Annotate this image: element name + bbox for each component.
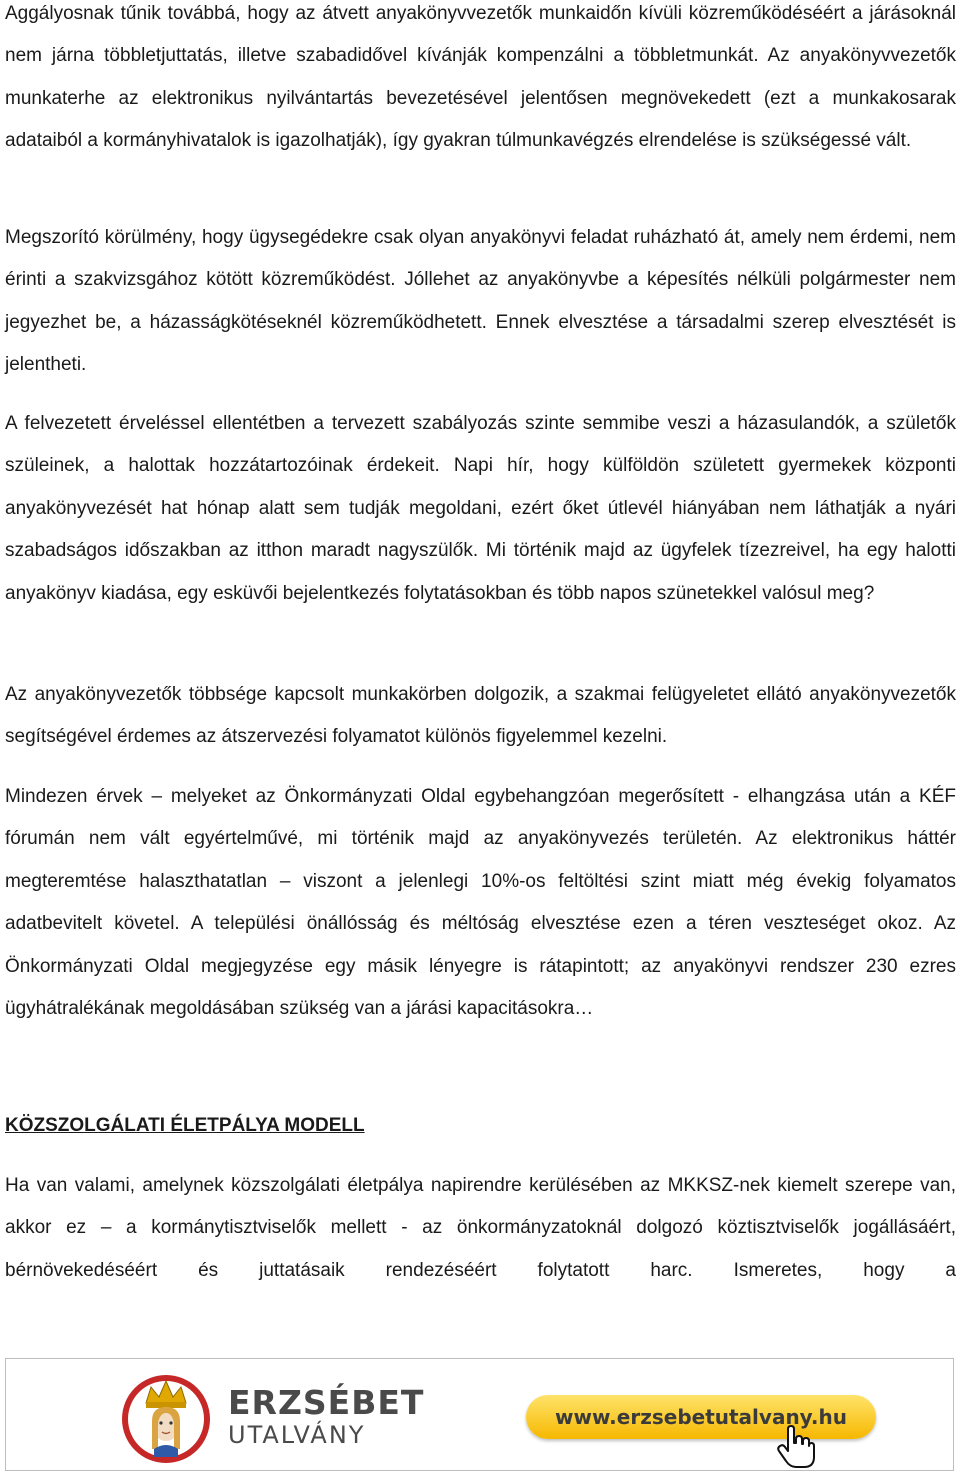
section-heading: KÖZSZOLGÁLATI ÉLETPÁLYA MODELL bbox=[5, 1115, 365, 1136]
crowned-queen-logo-icon bbox=[116, 1369, 216, 1465]
paragraph-3: A felvezetett érveléssel ellentétben a tervezett szabályozás szinte semmibe veszi a házasulandók, a születők szüleinek, a halottak hozzátartozóinak érdekeit. Napi hír, hogy külföldön született gyermekek központi anyakönyvezését hat hónap alatt sem tudják megoldani, ezért őket útlevél hiányában nem láthatják a nyári szabadságos időszakban az itthon maradt nagyszülők. Mi történik majd az ügyfelek tízezreivel, ha egy halotti anyakönyv kiadása, egy esküvői bejelentkezés folytatásokban és több napos szünetekkel valósul meg? bbox=[5, 413, 956, 604]
website-url[interactable]: www.erzsebetutalvany.hu bbox=[555, 1405, 847, 1429]
paragraph-5: Mindezen érvek – melyeket az Önkormányzati Oldal egybehangzóan megerősített - elhangzása után a KÉF fórumán nem vált egyértelművé, mi történik majd az anyakönyvezés területén. Az elektronikus háttér megteremtése halaszthatatlan – viszont a jelenlegi 10%-os feltöltési szint miatt még évekig folyamatos adatbevitelt követel. A települési önállósság és méltóság elvesztése ezen a téren veszteséget okoz. Az Önkormányzati Oldal megjegyzése egy másik lényegre is rátapintott; az anyakönyvi rendszer 230 ezres ügyhátralékának megoldásában szükség van a járási kapacitásokra… bbox=[5, 786, 956, 1020]
brand-block bbox=[228, 1385, 424, 1449]
paragraph-2: Megszorító körülmény, hogy ügysegédekre csak olyan anyakönyvi feladat ruházható át, amely nem érdemi, nem érinti a szakvizsgához kötött közreműködést. Jóllehet az anyakönyvbe a képesítés nélküli polgármester nem jegyezhet be, a házasságkötéseknél közreműködhetett. Ennek elvesztése a társadalmi szerep elvesztését is jelentheti. bbox=[5, 227, 956, 376]
hand-pointer-icon bbox=[776, 1425, 816, 1469]
paragraph-1: Aggályosnak tűnik továbbá, hogy az átvett anyakönyvvezetők munkaidőn kívüli közreműködéséért a járásoknál nem járna többletjuttatás, illetve szabadidővel kívánják kompenzálni a többletmunkát. Az anyakönyvvezetők munkaterhe az elektronikus nyilvántartás bevezetésével jelentősen megnövekedett (ezt a munkakosarak adataiból a kormányhivatalok is igazolhatják), így gyakran túlmunkavégzés elrendelése is szükségessé vált. bbox=[5, 3, 956, 152]
brand-subtitle: UTALVÁNY bbox=[228, 1421, 366, 1449]
website-link-button[interactable] bbox=[526, 1395, 876, 1439]
section-paragraph: Ha van valami, amelynek közszolgálati életpálya napirendre kerülésében az MKKSZ-nek kiemelt szerepe van, akkor ez – a kormánytisztviselők mellett - az önkormányzatoknál dolgozó köztisztviselők jogállásáért, bérnövekedéséért és juttatásaik rendezéséért folytatott harc. Ismeretes, hogy a bbox=[5, 1175, 956, 1281]
brand-name: ERZSÉBET bbox=[228, 1383, 425, 1422]
paragraph-4: Az anyakönyvezetők többsége kapcsolt munkakörben dolgozik, a szakmai felügyeletet ellátó anyakönyvezetők segítségével érdemes az átszervezési folyamatot különös figyelemmel kezelni. bbox=[5, 684, 956, 748]
advertisement-banner[interactable] bbox=[5, 1358, 954, 1471]
